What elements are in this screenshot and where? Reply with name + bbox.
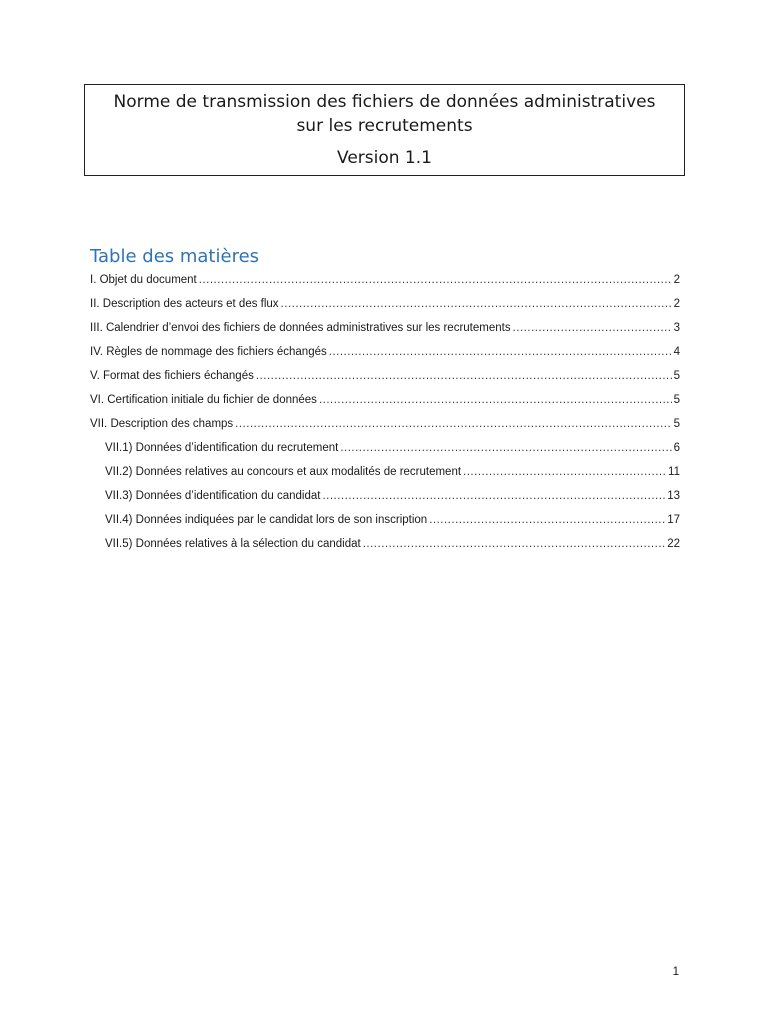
toc-entry-label: VII.5) Données relatives à la sélection du candidat xyxy=(105,538,361,550)
toc-dot-leader xyxy=(235,414,671,434)
toc-dot-leader xyxy=(256,366,672,386)
toc-entry-label: III. Calendrier d’envoi des fichiers de données administratives sur les recrutements xyxy=(90,322,511,334)
toc-entry-label: VII.4) Données indiquées par le candidat lors de son inscription xyxy=(105,514,428,526)
toc-entry-page: 2 xyxy=(673,298,680,310)
toc-entry-label: V. Format des fichiers échangés xyxy=(90,370,254,382)
toc-entry[interactable] xyxy=(90,318,680,342)
toc-entry-page: 3 xyxy=(673,322,680,334)
toc-entry-label: VII.3) Données d’identification du candidat xyxy=(105,490,321,502)
toc-entry[interactable] xyxy=(90,414,680,438)
toc-entry-label: IV. Règles de nommage des fichiers échangés xyxy=(90,346,327,358)
document-title-box xyxy=(84,84,685,176)
toc-entry-page: 13 xyxy=(667,490,680,502)
toc-entry-page: 5 xyxy=(673,418,680,430)
toc-dot-leader xyxy=(199,270,672,290)
toc-entry-page: 17 xyxy=(667,514,680,526)
toc-entry-label: VII.1) Données d’identification du recrutement xyxy=(105,442,339,454)
toc-dot-leader xyxy=(513,318,672,338)
toc-entry-page: 2 xyxy=(673,274,680,286)
toc-dot-leader xyxy=(363,534,665,554)
toc-dot-leader xyxy=(281,294,672,314)
toc-entry[interactable] xyxy=(90,366,680,390)
toc-entry-page: 6 xyxy=(673,442,680,454)
document-title: Norme de transmission des fichiers de données administratives sur les recrutements xyxy=(113,92,656,136)
toc-entry-label: VI. Certification initiale du fichier de données xyxy=(90,394,317,406)
toc-entry-page: 5 xyxy=(673,394,680,406)
document-version: Version 1.1 xyxy=(337,148,432,168)
toc-entry[interactable] xyxy=(90,342,680,366)
toc-entry[interactable] xyxy=(90,534,680,558)
toc-entry[interactable] xyxy=(90,270,680,294)
toc-entry[interactable] xyxy=(90,510,680,534)
table-of-contents xyxy=(90,270,680,558)
toc-heading: Table des matières xyxy=(90,246,260,267)
toc-dot-leader xyxy=(340,438,671,458)
toc-dot-leader xyxy=(322,486,665,506)
page-number: 1 xyxy=(672,966,679,978)
toc-dot-leader xyxy=(429,510,665,530)
toc-dot-leader xyxy=(463,462,666,482)
toc-entry-label: VII. Description des champs xyxy=(90,418,234,430)
toc-entry[interactable] xyxy=(90,486,680,510)
toc-entry-page: 22 xyxy=(667,538,680,550)
toc-entry-page: 11 xyxy=(668,466,680,478)
toc-dot-leader xyxy=(319,390,672,410)
toc-entry[interactable] xyxy=(90,294,680,318)
toc-entry-page: 4 xyxy=(673,346,680,358)
toc-entry-label: VII.2) Données relatives au concours et aux modalités de recrutement xyxy=(105,466,462,478)
toc-entry[interactable] xyxy=(90,438,680,462)
toc-entry-page: 5 xyxy=(673,370,680,382)
toc-dot-leader xyxy=(329,342,672,362)
toc-entry-label: I. Objet du document xyxy=(90,274,197,286)
toc-entry[interactable] xyxy=(90,462,680,486)
toc-entry[interactable] xyxy=(90,390,680,414)
toc-entry-label: II. Description des acteurs et des flux xyxy=(90,298,279,310)
